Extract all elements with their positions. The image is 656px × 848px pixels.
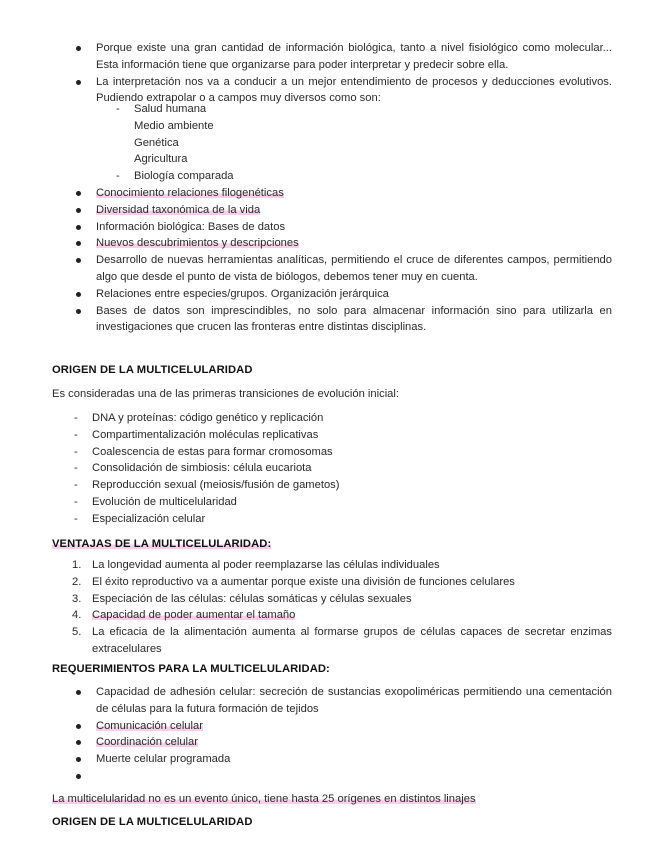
list-item: - Reproducción sexual (meiosis/fusión de gametos) — [0, 477, 656, 494]
list-item: 1. La longevidad aumenta al poder reemplazarse las células individuales — [72, 559, 440, 571]
closing-paragraph: La multicelularidad no es un evento único, tiene hasta 25 orígenes en distintos linajes — [52, 793, 476, 805]
list-item: Bases de datos son imprescindibles, no solo para almacenar información sino para utilizarla en investigaciones que crucen las fronteras entre distintas disciplinas. — [0, 303, 656, 337]
origen-intro: Es consideradas una de las primeras transiciones de evolución inicial: — [52, 388, 399, 400]
list-item: Conocimiento relaciones filogenéticas — [0, 185, 656, 202]
section-heading-origen: ORIGEN DE LA MULTICELULARIDAD — [52, 364, 253, 376]
list-item: Diversidad taxonómica de la vida — [0, 202, 656, 219]
section-heading-final: ORIGEN DE LA MULTICELULARIDAD — [52, 816, 253, 828]
list-item: 3. Especiación de las células: células somáticas y células sexuales — [72, 592, 412, 605]
list-item: Relaciones entre especies/grupos. Organización jerárquica — [0, 286, 656, 303]
list-item: 2. El éxito reproductivo va a aumentar porque existe una división de funciones celulares — [72, 575, 515, 588]
list-item: La interpretación nos va a conducir a un mejor entendimiento de procesos y deducciones evolutivos. Pudiendo extrapolar o a campos muy diversos como son: — [0, 74, 656, 108]
sub-item: Agricultura — [134, 153, 188, 166]
list-item: Capacidad de adhesión celular: secreción de sustancias exopoliméricas permitiendo una cementación de células para la futura formación de tejidos — [0, 684, 656, 718]
sub-list — [0, 101, 656, 185]
list-item: Desarrollo de nuevas herramientas analíticas, permitiendo el cruce de diferentes campos, permitiendo algo que desde el punto de vista de biólogos, debemos tener muy en cuenta. — [0, 252, 656, 286]
sub-item: Salud humana - — [0, 101, 656, 118]
intro-bullet-list — [0, 40, 656, 107]
list-item: Información biológica: Bases de datos — [0, 219, 656, 236]
list-item — [0, 768, 656, 785]
ventajas-list — [0, 557, 656, 658]
list-item: - Evolución de multicelularidad — [0, 494, 656, 511]
list-item: 4. Capacidad de poder aumentar el tamaño — [72, 609, 296, 622]
list-item: Comunicación celular — [0, 718, 656, 735]
intro-bullet-list-2 — [0, 185, 656, 336]
sub-item: Genética — [134, 136, 179, 149]
section-heading-requerimientos: REQUERIMIENTOS PARA LA MULTICELULARIDAD: — [52, 663, 330, 675]
section-heading-ventajas: VENTAJAS DE LA MULTICELULARIDAD: — [52, 538, 272, 550]
list-item: - Consolidación de simbiosis: célula eucariota — [0, 460, 656, 477]
list-item: Nuevos descubrimientos y descripciones — [0, 235, 656, 252]
list-item: Porque existe una gran cantidad de información biológica, tanto a nivel fisiológico como molecular... Esta información tiene que organizarse para poder interpretar y predecir sobre ella. — [0, 40, 656, 74]
list-item: - Compartimentalización moléculas replicativas — [0, 427, 656, 444]
list-item: - Coalescencia de estas para formar cromosomas — [0, 444, 656, 461]
list-item: 5. La eficacia de la alimentación aumenta al formarse grupos de células capaces de secretar enzimas extracelulares — [72, 626, 612, 655]
list-item: - DNA y proteínas: código genético y replicación — [0, 410, 656, 427]
list-item: Muerte celular programada — [0, 751, 656, 768]
sub-item: Biología comparada - — [0, 168, 656, 185]
list-item: - Especialización celular — [0, 511, 656, 528]
origen-list — [0, 410, 656, 528]
requerimientos-list — [0, 684, 656, 785]
sub-item: Medio ambiente — [134, 119, 214, 132]
list-item: Coordinación celular — [0, 734, 656, 751]
